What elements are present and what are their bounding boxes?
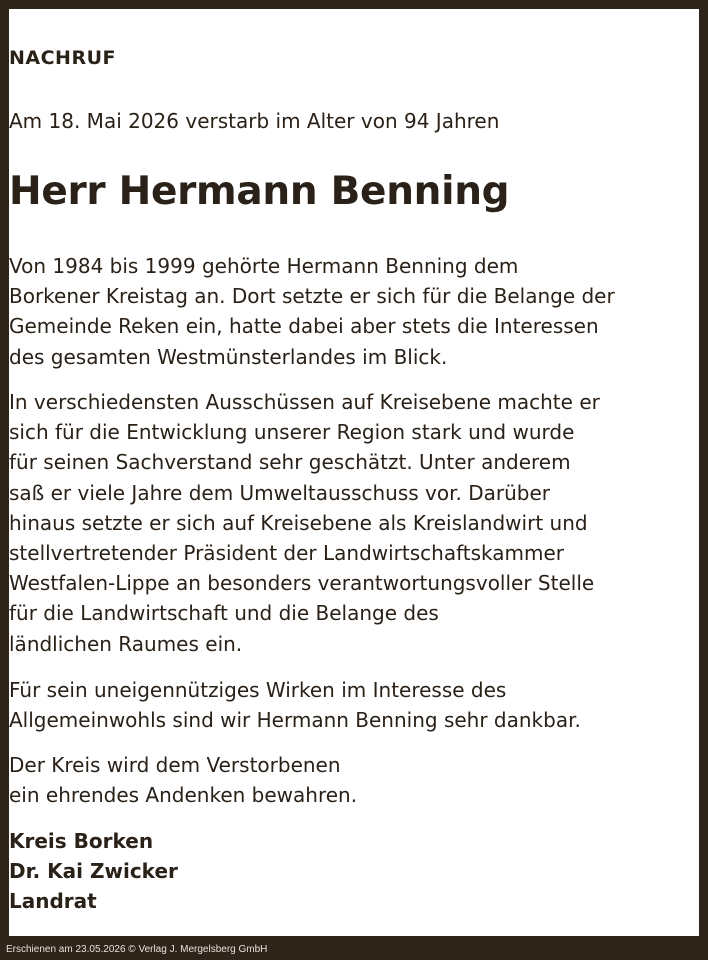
text-line: Der Kreis wird dem Verstorbenen <box>9 753 341 777</box>
paragraph-committees <box>9 387 699 659</box>
signature-block <box>9 826 699 917</box>
text-line: des gesamten Westmünsterlandes im Blick. <box>9 344 448 369</box>
text-line: Westfalen-Lippe an besonders verantwortungsvoller Stelle <box>9 571 595 596</box>
paragraph-gratitude <box>9 675 699 735</box>
notice-heading: NACHRUF <box>9 47 116 69</box>
text-line: Für sein uneigennütziges Wirken im Interesse des <box>9 678 507 702</box>
paragraph-career <box>9 251 699 372</box>
text-line: Von 1984 bis 1999 gehörte Hermann Benning dem <box>9 254 519 278</box>
text-line: Gemeinde Reken ein, hatte dabei aber stets die Interessen <box>9 314 599 339</box>
intro-line: Am 18. Mai 2026 verstarb im Alter von 94 Jahren <box>9 109 500 133</box>
text-line: ländlichen Raumes ein. <box>9 631 243 656</box>
deceased-name: Herr Hermann Benning <box>9 169 510 214</box>
text-line: Borkener Kreistag an. Dort setzte er sich für die Belange der <box>9 284 615 309</box>
text-line: saß er viele Jahre dem Umweltausschuss vor. Darüber <box>9 480 550 505</box>
text-line: für seinen Sachverstand sehr geschätzt. Unter anderem <box>9 450 571 475</box>
text-line: sich für die Entwicklung unserer Region stark und wurde <box>9 420 575 445</box>
paragraph-remembrance <box>9 750 699 810</box>
signature-organization: Kreis Borken <box>9 829 154 853</box>
text-line: hinaus setzte er sich auf Kreisebene als Kreislandwirt und <box>9 510 588 535</box>
obituary-card <box>9 9 699 936</box>
text-line: Allgemeinwohls sind wir Hermann Benning sehr dankbar. <box>9 708 581 733</box>
publication-footer: Erschienen am 23.05.2026 © Verlag J. Mergelsberg GmbH <box>6 944 268 955</box>
text-line: stellvertretender Präsident der Landwirtschaftskammer <box>9 541 565 566</box>
text-line: ein ehrendes Andenken bewahren. <box>9 783 358 808</box>
text-line: In verschiedensten Ausschüssen auf Kreisebene machte er <box>9 390 600 414</box>
signature-person: Dr. Kai Zwicker <box>9 859 178 884</box>
text-line: für die Landwirtschaft und die Belange des <box>9 601 439 626</box>
signature-title: Landrat <box>9 889 97 914</box>
